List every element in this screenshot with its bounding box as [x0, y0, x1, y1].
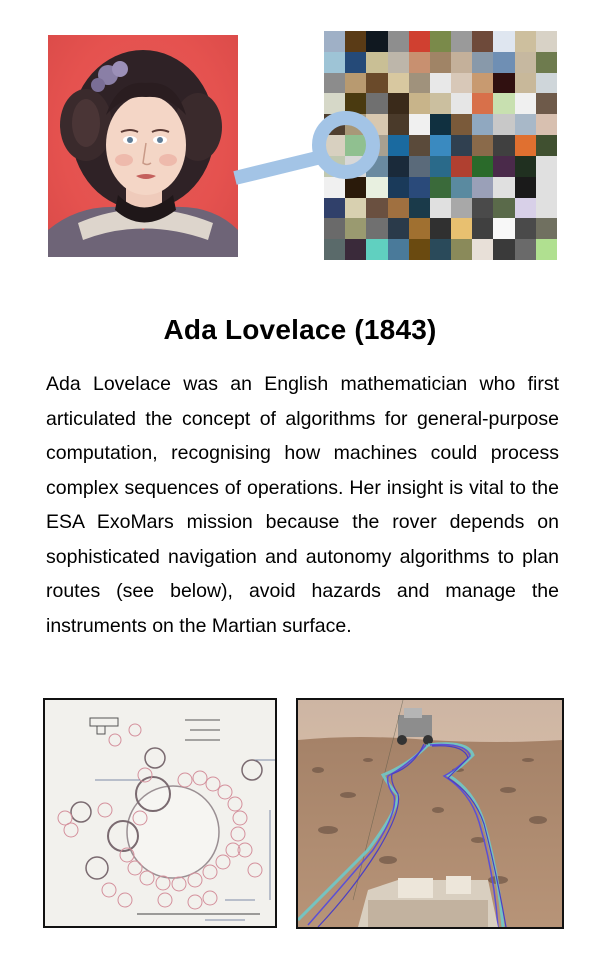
mosaic-thumbnail	[345, 114, 366, 135]
mosaic-thumbnail	[430, 156, 451, 177]
mosaic-thumbnail	[366, 73, 387, 94]
mosaic-thumbnail	[451, 239, 472, 260]
mosaic-thumbnail	[430, 239, 451, 260]
body-paragraph: Ada Lovelace was an English mathematician who first articulated the concept of algorithms for general-purpose computation, recognising how machines could process complex sequences of operations. Her insight is vital to the ESA ExoMars mission because the rover depends on sophisticated navigation and autonomy algorithms to plan routes (see below), avoid hazards and manage the instruments on the Martian surface.	[46, 373, 559, 637]
mosaic-thumbnail	[493, 218, 514, 239]
mosaic-thumbnail	[324, 73, 345, 94]
mosaic-thumbnail	[345, 239, 366, 260]
mosaic-thumbnail	[324, 218, 345, 239]
mosaic-thumbnail	[324, 239, 345, 260]
mosaic-thumbnail	[409, 52, 430, 73]
mosaic-thumbnail	[493, 73, 514, 94]
mosaic-thumbnail	[472, 239, 493, 260]
mosaic-thumbnail	[515, 73, 536, 94]
mosaic-thumbnail	[388, 135, 409, 156]
mosaic-thumbnail	[409, 73, 430, 94]
mosaic-thumbnail	[493, 177, 514, 198]
mosaic-thumbnail	[409, 135, 430, 156]
page-title: Ada Lovelace (1843)	[163, 314, 437, 345]
mosaic-thumbnail	[515, 31, 536, 52]
mosaic-thumbnail	[472, 135, 493, 156]
mosaic-thumbnail	[345, 93, 366, 114]
mosaic-thumbnail	[430, 114, 451, 135]
analytical-engine-diagram	[43, 698, 277, 928]
mosaic-thumbnail	[324, 135, 345, 156]
mosaic-thumbnail	[515, 52, 536, 73]
mosaic-thumbnail	[472, 218, 493, 239]
mosaic-thumbnail	[430, 31, 451, 52]
mosaic-thumbnail	[472, 177, 493, 198]
mosaic-thumbnail	[451, 218, 472, 239]
mosaic-thumbnail	[366, 114, 387, 135]
mosaic-thumbnail	[493, 239, 514, 260]
mosaic-thumbnail	[345, 135, 366, 156]
mosaic-thumbnail	[472, 73, 493, 94]
mosaic-thumbnail	[388, 218, 409, 239]
mosaic-thumbnail	[430, 177, 451, 198]
mosaic-thumbnail	[324, 156, 345, 177]
mosaic-thumbnail	[388, 31, 409, 52]
mosaic-thumbnail	[493, 156, 514, 177]
mosaic-thumbnail	[515, 177, 536, 198]
mosaic-thumbnail	[536, 93, 557, 114]
mosaic-thumbnail	[345, 73, 366, 94]
mosaic-thumbnail	[472, 52, 493, 73]
mosaic-thumbnail	[366, 239, 387, 260]
mosaic-thumbnail	[536, 239, 557, 260]
mosaic-thumbnail	[472, 198, 493, 219]
mosaic-thumbnail	[366, 198, 387, 219]
mars-rover-route-photo	[296, 698, 564, 929]
mosaic-thumbnail	[388, 156, 409, 177]
mosaic-thumbnail	[472, 93, 493, 114]
mosaic-thumbnail	[451, 31, 472, 52]
mosaic-thumbnail	[388, 239, 409, 260]
mosaic-thumbnail	[409, 177, 430, 198]
mosaic-thumbnail	[388, 93, 409, 114]
mosaic-thumbnail	[388, 177, 409, 198]
mosaic-thumbnail	[515, 135, 536, 156]
mosaic-thumbnail	[472, 156, 493, 177]
mosaic-thumbnail	[430, 135, 451, 156]
mosaic-thumbnail	[345, 198, 366, 219]
mosaic-thumbnail	[345, 31, 366, 52]
mosaic-thumbnail	[515, 93, 536, 114]
mosaic-thumbnail	[493, 135, 514, 156]
mosaic-thumbnail	[430, 198, 451, 219]
mosaic-thumbnail	[451, 52, 472, 73]
mosaic-thumbnail	[324, 198, 345, 219]
mosaic-thumbnail	[430, 73, 451, 94]
mosaic-thumbnail	[345, 177, 366, 198]
mosaic-thumbnail	[472, 31, 493, 52]
image-mosaic-grid	[324, 31, 557, 260]
mosaic-thumbnail	[451, 93, 472, 114]
mosaic-thumbnail	[536, 135, 557, 156]
mosaic-thumbnail	[451, 114, 472, 135]
mosaic-thumbnail	[366, 177, 387, 198]
mosaic-thumbnail	[515, 218, 536, 239]
mosaic-thumbnail	[409, 239, 430, 260]
mosaic-thumbnail	[430, 93, 451, 114]
mosaic-thumbnail	[451, 177, 472, 198]
mosaic-thumbnail	[366, 93, 387, 114]
mosaic-thumbnail	[451, 135, 472, 156]
mosaic-thumbnail	[366, 135, 387, 156]
mosaic-thumbnail	[345, 156, 366, 177]
mosaic-thumbnail	[366, 52, 387, 73]
mosaic-thumbnail	[493, 93, 514, 114]
mosaic-thumbnail	[515, 198, 536, 219]
mosaic-thumbnail	[493, 114, 514, 135]
engine-plan-drawing	[45, 700, 275, 926]
mosaic-thumbnail	[409, 156, 430, 177]
mosaic-thumbnail	[536, 31, 557, 52]
mosaic-thumbnail	[536, 52, 557, 73]
mosaic-thumbnail	[472, 114, 493, 135]
mosaic-thumbnail	[324, 31, 345, 52]
mosaic-thumbnail	[366, 156, 387, 177]
mosaic-thumbnail	[409, 198, 430, 219]
mars-terrain-scene	[298, 700, 562, 927]
mosaic-thumbnail	[493, 52, 514, 73]
mosaic-thumbnail	[536, 177, 557, 198]
mosaic-thumbnail	[345, 218, 366, 239]
mosaic-thumbnail	[451, 73, 472, 94]
mosaic-thumbnail	[536, 114, 557, 135]
mosaic-thumbnail	[345, 52, 366, 73]
mosaic-thumbnail	[515, 114, 536, 135]
mosaic-thumbnail	[388, 114, 409, 135]
mosaic-thumbnail	[366, 31, 387, 52]
mosaic-thumbnail	[536, 156, 557, 177]
mosaic-thumbnail	[388, 52, 409, 73]
mosaic-thumbnail	[536, 73, 557, 94]
mosaic-thumbnail	[324, 52, 345, 73]
mosaic-thumbnail	[409, 31, 430, 52]
mosaic-thumbnail	[536, 218, 557, 239]
mosaic-thumbnail	[388, 73, 409, 94]
mosaic-thumbnail	[430, 218, 451, 239]
mosaic-thumbnail	[430, 52, 451, 73]
mosaic-thumbnail	[515, 239, 536, 260]
mosaic-thumbnail	[409, 114, 430, 135]
portrait-illustration	[48, 35, 238, 257]
mosaic-thumbnail	[388, 198, 409, 219]
ada-lovelace-portrait	[48, 35, 238, 257]
mosaic-thumbnail	[536, 198, 557, 219]
mosaic-thumbnail	[409, 93, 430, 114]
mosaic-thumbnail	[515, 156, 536, 177]
mosaic-thumbnail	[451, 156, 472, 177]
mosaic-thumbnail	[409, 218, 430, 239]
mosaic-thumbnail	[366, 218, 387, 239]
mosaic-thumbnail	[493, 31, 514, 52]
mosaic-thumbnail	[324, 114, 345, 135]
mosaic-thumbnail	[324, 93, 345, 114]
mosaic-thumbnail	[324, 177, 345, 198]
mosaic-thumbnail	[451, 198, 472, 219]
mosaic-thumbnail	[493, 198, 514, 219]
